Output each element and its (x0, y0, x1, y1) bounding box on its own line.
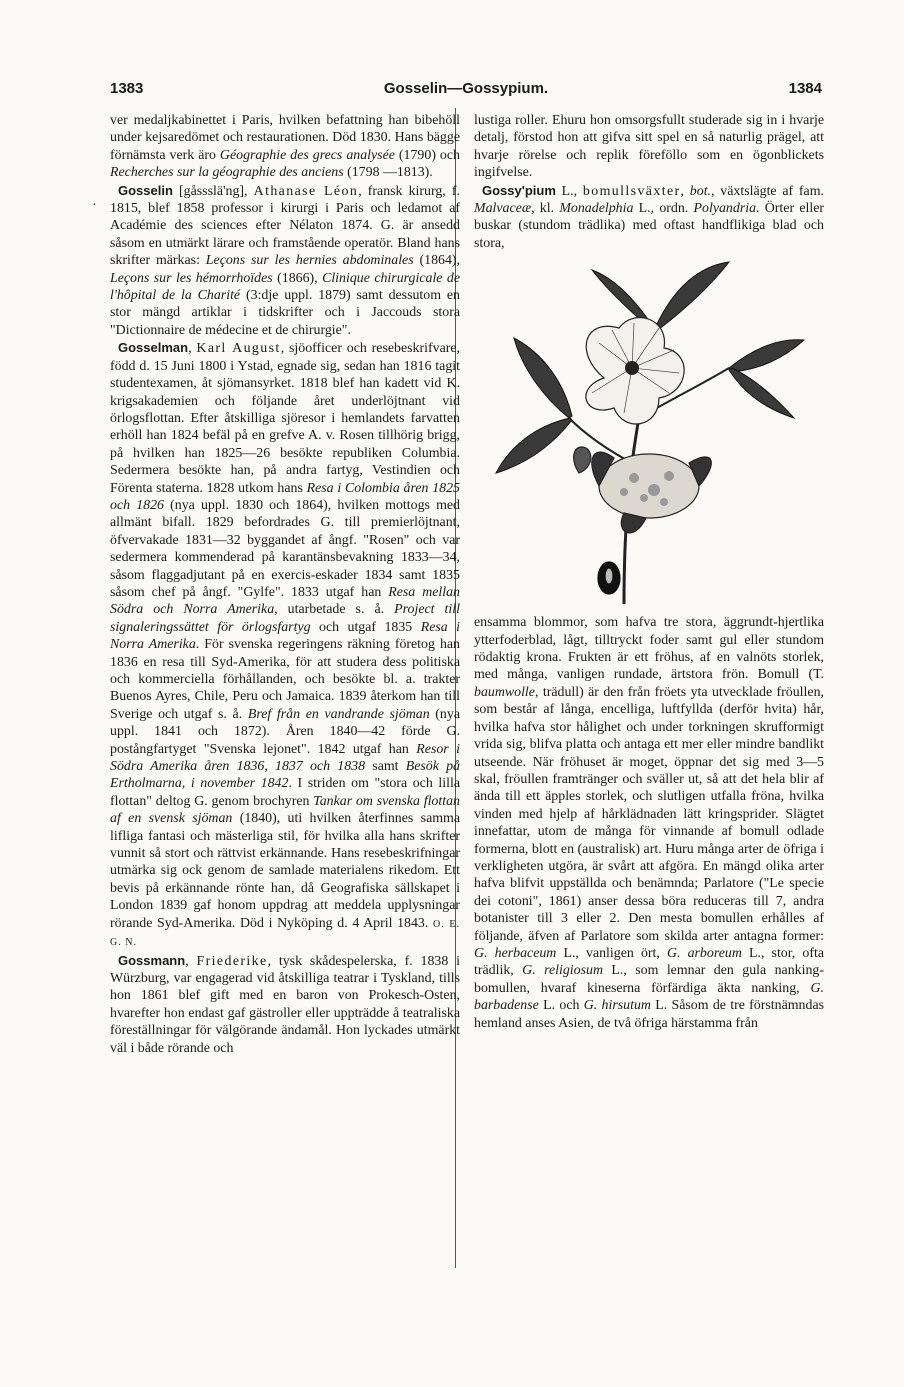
text-run: (1866), (272, 270, 323, 286)
text-run: L., ordn. (633, 201, 694, 217)
text-run: bomullsväxter (582, 183, 681, 199)
page-number-left: 1383 (110, 80, 144, 97)
italic-title: Project till signaleringssättet för örlogsfartyg (110, 602, 460, 635)
italic-title: Besök på Ertholmarna, i november 1842 (110, 759, 461, 792)
text-run: L. Såsom de tre förstnämndas hemland anses Asien, de två öfriga härstamma från (474, 998, 825, 1031)
italic-title: Recherches sur la géographie des anciens (110, 165, 344, 181)
text-run: (1798 —1813). (343, 165, 433, 181)
left-column (110, 112, 460, 1057)
italic-title: Resa mellan Södra och Norra Amerika (110, 584, 460, 618)
text-run: . Örter eller buskar (stundom trädlika) med oftast handflikiga blad och stora, (474, 201, 824, 251)
italic-title: Leçons sur les hémorrhoïdes (110, 270, 273, 286)
text-run: , utarbetade s. å. (274, 602, 395, 618)
margin-dot-icon: · (92, 198, 97, 213)
headword: Gosselin (118, 182, 173, 198)
italic-title: Resor i Södra Amerika åren 1836, 1837 och 1838 (110, 741, 460, 775)
text-run: , trädull) är den från fröets yta utvecklade fröullen, som består af långa, encelliga, luftfyllda (derför hvita) hår, hvilka hafva stor hålighet och under torkningen skrufformigt vrida sig, blifva platta och antaga ett mer eller mindre bandlikt utseende. När fröhuset är moget, öppnar det sig med 3—5 skal, fröullen framtränger och sväller ut, så att det hela blir af ända till ett äpples storlek, och slutligen utfalla fröna, hvilka vinden med hjelp af hårklädnaden lätt kringsprider. Slägtet innefattar, utom de många för vinnande af bomull odlade formerna, blott en (australisk) art. Huru många arter de öfriga i verkligheten utgöra, är svårt att afgöra. En mängd olika arter hafva blifvit uppställda och benämnda; Parlatore ("Le specie dei cotoni", 1861) anser dessa böra reduceras till 7, andra botanister till 3 eller 2. Den mesta bomullen erhålles af följande, äfven af Parlatore som skilda arter antagna former: (474, 684, 824, 944)
text-run: (nya uppl. 1830 och 1864), hvilken mottogs med allmänt bifall. 1829 befordrades G. till premierlöjtnant, öfvervakade 1831—32 byggandet af ångf. "Rosen" och var sedermera kommenderad på karantänsbevakning 1833—34, såsom flaggadjutant på en exercis-eskader 1834 samt 1835 såsom chef på ångf. "Gylfe". 1833 utgaf han (110, 497, 460, 600)
entry-gossypium (474, 182, 824, 253)
text-run: lustiga roller. Ehuru hon omsorgsfullt studerade sig in i hvarje detalj, förstod hon att gifva sitt spel en så naturlig prägel, att hvarje rörelse och replik föreföllo som en ögonblickets ingifvelse. (474, 113, 824, 181)
text-run: Karl August (196, 341, 281, 357)
italic-title: Géographie des grecs analysée (219, 147, 395, 163)
text-run: och utgaf 1835 (310, 619, 421, 635)
text-run: L., som lemnar den gula nanking-bomullen, hvaraf kineserna förfärdiga äkta nanking, (474, 963, 824, 996)
entry-gosselin-continued (110, 112, 460, 182)
italic-title: Clinique chirurgicale de l'hôpital de la Charité (110, 270, 461, 304)
text-run: , växtslägte af fam. (711, 183, 824, 199)
text-run: (1840), uti hvilken återfinnes samma lifliga fantasi och mästerliga stil, för hvilka alla hans skrifter vunnit så stort och rättvist erkännande. Hans resebeskrifningar utmärka sig ock genom de samlade materialens rikedom. Ett bevis på erkännande rönte han, då Geografiska sällskapet i London 1839 gaf honom uppdrag att meddela upplysningar rörande Syd-Amerika. Död i Nyköping d. 4 April 1843. (110, 811, 461, 931)
text-run: ver medaljkabinettet i Paris, hvilken befattning han bibehöll under kejsaredömet och restaurationen. Död 1830. Hans bägge förnämsta verk äro (110, 113, 460, 163)
text-run: [gåssslä'ng], (172, 183, 254, 199)
text-run: (1864), (413, 253, 460, 269)
text-run: , (188, 341, 197, 357)
entry-gosselin-athanase (110, 182, 460, 340)
text-run: , (680, 183, 690, 199)
italic-title: Resa i Norra Amerika (110, 619, 461, 653)
text-run: . I striden om "stora och lilla flottan" deltog G. genom brochyren (110, 776, 460, 809)
italic-title: Malvaceæ (474, 201, 532, 217)
italic-title: Polyandria (693, 201, 757, 217)
headword: Gossy'pium (482, 182, 556, 198)
italic-title: G. hirsutum (583, 998, 651, 1014)
text-run: ensamma blommor, som hafva tre stora, äggrundt-hjertlika ytterfoderblad, lågt, tilltryckt foder samt gul eller stundom rödaktig krona. Frukten är ett fröhus, af en valnöts storlek, med många, vanligen rundade, ärtstora frön. Bomull (T. (474, 615, 824, 683)
text-run: L., vanligen ört, (556, 945, 667, 961)
text-run: (1790) och (394, 147, 460, 163)
italic-title: G. barbadense (474, 980, 824, 1014)
running-header (110, 80, 822, 104)
text-run: L. och (538, 998, 584, 1014)
text-run: samt (365, 759, 406, 775)
headword: Gossmann (118, 952, 186, 968)
text-run: Athanase Léon (253, 183, 359, 199)
text-run: (nya uppl. 1841 och 1872). Åren 1840—42 förde G. postångfartyget "Svenska lejonet". 1842 utgaf han (110, 706, 460, 757)
italic-title: Tankar om svenska flottan af en svensk sjöman (110, 793, 460, 827)
text-run: Friederike (196, 953, 268, 969)
italic-title: G. arboreum (666, 945, 742, 961)
italic-title: Resa i Colombia åren 1825 och 1826 (110, 480, 461, 513)
text-run: L., (555, 183, 583, 199)
italic-title: Monadelphia (559, 201, 634, 217)
text-run: O. E. G. N. (110, 918, 460, 949)
text-run: , sjöofficer och resebeskrifvare, född d. 15 Juni 1800 i Ystad, egnade sig, sedan han 1816 tagit studentexamen, åt sjömansyrket. 1818 blef han kadett vid K. krigsakademien och följande året underlöjtnant vid örlogsflottan. Efter åtskilliga sjöresor i hemlandets farvatten erhöll han 1824 befäl på en grefve A. v. Rosen tillhörig brigg, på hvilken han 1825—26 besökte republiken Columbia. Sedermera besökte han, på andra fartyg, Vestindien och Förenta staterna. 1828 utkom hans (110, 341, 460, 496)
text-run: , tysk skådespelerska, f. 1838 i Würzburg, var engagerad vid åtskilliga teatrar i Tyskland, tills hon 1861 blef gift med en baron von Prokesch-Osten, hvarefter hon endast gaf gästroller eller uppträdde å teatraliska föreställningar för välgörande ändamål. Hon lyckades utmärkt väl i både rörande och (110, 953, 460, 1056)
cotton-plant-illustration (474, 258, 824, 606)
page-number-right: 1384 (788, 80, 822, 97)
entry-gossmann-continued (474, 112, 824, 182)
entry-gosselman (110, 339, 460, 951)
headword: Gosselman (118, 340, 189, 356)
italic-title: G. herbaceum (474, 945, 557, 961)
right-column (474, 112, 824, 1032)
italic-title: Leçons sur les hernies abdominales (205, 253, 414, 269)
italic-title: Bref från en vandrande sjöman (247, 706, 430, 722)
entry-gossmann (110, 952, 460, 1057)
text-run: (3:dje uppl. 1879) samt dessutom en stor mängd artiklar i tidskrifter och i Jaccouds stora "Dictionnaire de médecine et de chirurgie". (110, 288, 461, 338)
text-run: . För svenska regeringens räkning företog han 1836 en resa till Syd-Amerika, för att studera dess politiska och kommerciella förhållanden, och besökte bl. a. trakter Buenos Ayres, Chile, Peru och Jamaica. 1839 återkom han till Sverige och utgaf s. å. (110, 637, 461, 722)
italic-title: bot. (689, 183, 712, 199)
text-run: , fransk kirurg, f. 1815, blef 1858 professor i kirurgi i Paris och ledamot af Académie des sciences efter Nélaton 1874. G. är ansedd såsom en utmärkt lärare och framstående operatör. Bland hans skrifter märkas: (110, 183, 460, 269)
text-run: , (185, 953, 197, 969)
running-title: Gosselin—Gossypium. (383, 80, 549, 97)
entry-gossypium-continued (474, 614, 824, 1032)
text-run: , kl. (531, 201, 560, 217)
italic-title: baumwolle (474, 684, 535, 700)
text-run: L., stor, ofta trädlik, (474, 945, 824, 979)
italic-title: G. religiosum (522, 963, 603, 979)
